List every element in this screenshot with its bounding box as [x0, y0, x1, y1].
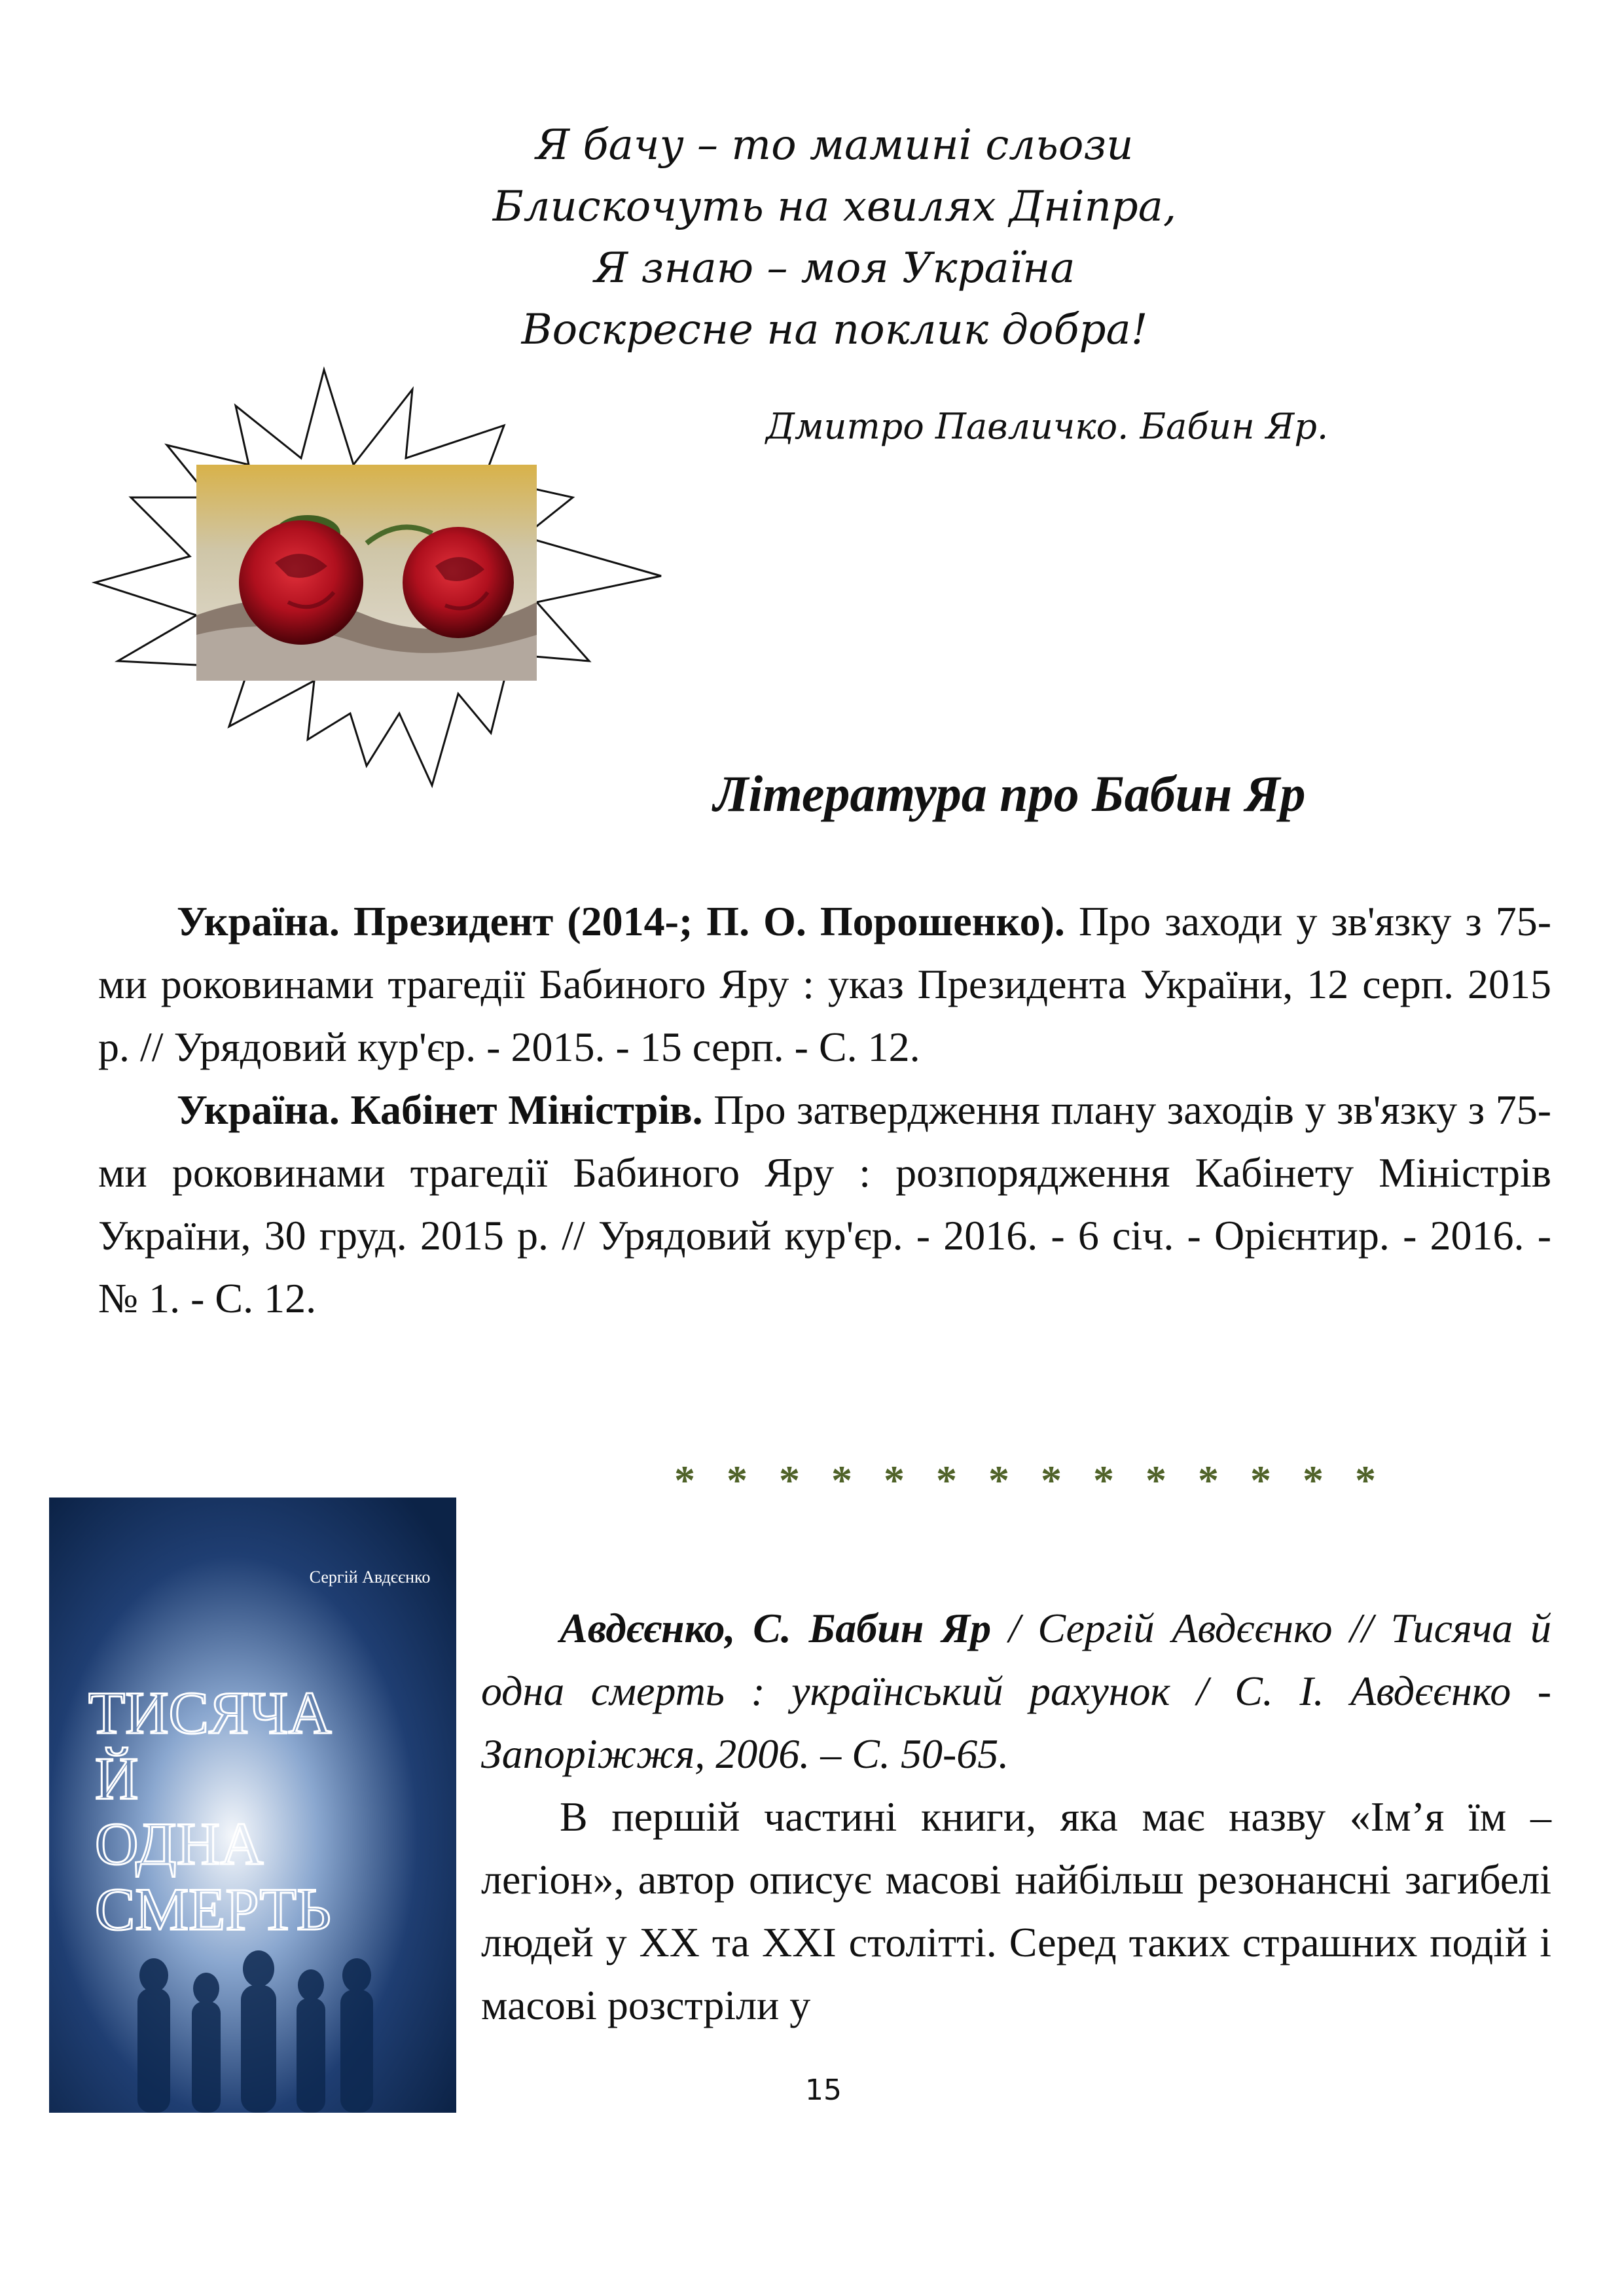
entry-text: Про затвердження плану заходів у зв'язку з 75-ми роковинами трагедії Бабиного Яру : розпорядження Кабінету Міністрів України, 30 груд. 2015 р. // Урядовий кур'єр. - 2016. - 6 січ. - Орієнтир. - 2016. - № 1. - С. 12.	[98, 1086, 1552, 1321]
rose-right	[403, 527, 514, 638]
poem-line-2: Блискочуть на хвилях Дніпра,	[492, 183, 1177, 231]
roses-starburst-illustration	[92, 367, 668, 798]
entry-text: Про заходи у зв'язку з 75-ми роковинами трагедії Бабиного Яру : указ Президента України, 12 серп. 2015 р. // Урядовий кур'єр. - 2015. - 15 серп. - С. 12.	[98, 898, 1552, 1070]
bibliography-entry	[98, 890, 1551, 1079]
star-separator: * * * * * * * * * * * * * *	[674, 1457, 1386, 1503]
poem-line-4: Воскресне на поклик добра!	[521, 306, 1148, 354]
book-reference-lead: Авдєєнко, С. Бабин Яр	[560, 1605, 992, 1651]
book-reference-rest: / Сергій Авдєєнко // Тисяча й одна смерть : український рахунок / С. І. Авдєєнко - Запоріжжя, 2006. – С. 50-65.	[481, 1605, 1551, 1777]
page-number: 15	[805, 2073, 842, 2107]
poem-line-3: Я знаю – моя Україна	[594, 244, 1075, 293]
bibliography-list	[98, 890, 1551, 1330]
cover-title-line-2: Й	[95, 1745, 139, 1812]
book-annotation	[481, 1597, 1551, 2037]
book-reference	[481, 1597, 1551, 1785]
cover-author: Сергій Авдєєнко	[309, 1568, 431, 1587]
roses-photo	[196, 465, 537, 681]
poem	[458, 115, 1211, 361]
book-cover-image	[49, 1498, 456, 2113]
book-description: В першій частині книги, яка має назву «Ім’я їм – легіон», автор описує масові найбільш резонансні загибелі людей у ХХ та ХХІ столітті. Серед таких страшних подій і масові розстріли у	[481, 1793, 1551, 2028]
cover-title-line-1: ТИСЯЧА	[88, 1679, 332, 1746]
rose-left	[239, 520, 363, 645]
poem-line-1: Я бачу – то мамині сльози	[535, 121, 1134, 170]
entry-lead: Україна. Кабінет Міністрів.	[177, 1086, 703, 1133]
cover-title-line-3: ОДНА	[95, 1810, 264, 1877]
bibliography-entry	[98, 1079, 1551, 1330]
section-title: Література про Бабин Яр	[713, 765, 1306, 822]
cover-title-line-4: СМЕРТЬ	[95, 1876, 331, 1943]
entry-lead: Україна. Президент (2014-; П. О. Порошенко).	[177, 898, 1065, 944]
poem-attribution: Дмитро Павличко. Бабин Яр.	[766, 406, 1329, 447]
